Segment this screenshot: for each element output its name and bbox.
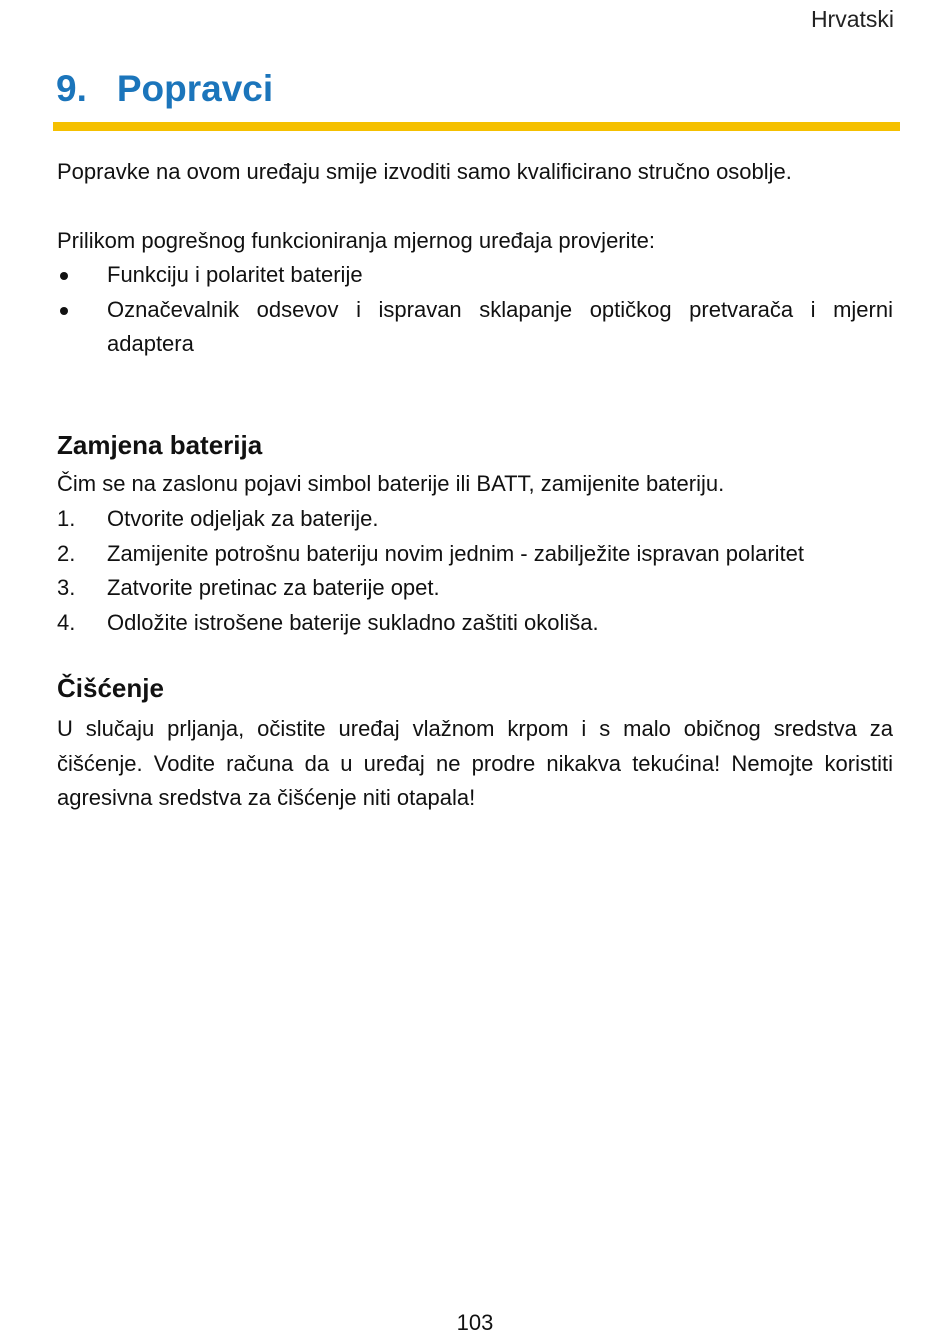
- list-item: [57, 571, 893, 606]
- battery-steps-list: [57, 502, 893, 640]
- battery-section-heading: Zamjena baterija: [57, 430, 263, 460]
- heading-underline-rule: [53, 122, 900, 131]
- bullet-item-text: Funkciju i polaritet baterije: [107, 262, 363, 287]
- check-intro-paragraph: Prilikom pogrešnog funkcioniranja mjernog uređaja provjerite:: [57, 228, 655, 253]
- bullet-item: [57, 293, 893, 362]
- page-number: 103: [456, 1310, 494, 1335]
- bullet-item-text: Označevalnik odsevov i ispravan sklapanje optičkog pretvarača i mjerni adaptera: [107, 296, 893, 356]
- step-number: 2.: [57, 540, 76, 566]
- list-item: [57, 502, 893, 537]
- list-item: [57, 537, 893, 572]
- chapter-title: Popravci: [116, 68, 274, 109]
- step-number: 1.: [57, 506, 76, 531]
- check-bullet-list: [57, 258, 893, 362]
- step-text: Otvorite odjeljak za baterije.: [107, 506, 379, 531]
- battery-paragraph: Čim se na zaslonu pojavi simbol baterije ili BATT, zamijenite bateriju.: [57, 471, 725, 496]
- step-number: 4.: [57, 609, 76, 635]
- step-number: 3.: [57, 575, 76, 600]
- bullet-item: [57, 258, 893, 293]
- chapter-number: 9.: [56, 68, 87, 109]
- step-text: Zatvorite pretinac za baterije opet.: [107, 575, 440, 600]
- cleaning-section-heading: Čišćenje: [57, 673, 164, 703]
- step-text: Zamijenite potrošnu bateriju novim jednim - zabilježite ispravan polaritet: [107, 540, 804, 566]
- step-text: Odložite istrošene baterije sukladno zaštiti okoliša.: [107, 609, 599, 635]
- cleaning-paragraph: U slučaju prljanja, očistite uređaj vlažnom krpom i s malo običnog sredstva za čišćenje. Vodite računa da u uređaj ne prodre nikakva tekućina! Nemojte koristiti agresivna sredstva za čišćenje niti otapala!: [57, 716, 893, 810]
- list-item: [57, 606, 893, 641]
- running-header-language: Hrvatski: [810, 6, 894, 32]
- chapter-heading: [56, 68, 273, 110]
- intro-paragraph: Popravke na ovom uređaju smije izvoditi samo kvalificirano stručno osoblje.: [57, 159, 792, 184]
